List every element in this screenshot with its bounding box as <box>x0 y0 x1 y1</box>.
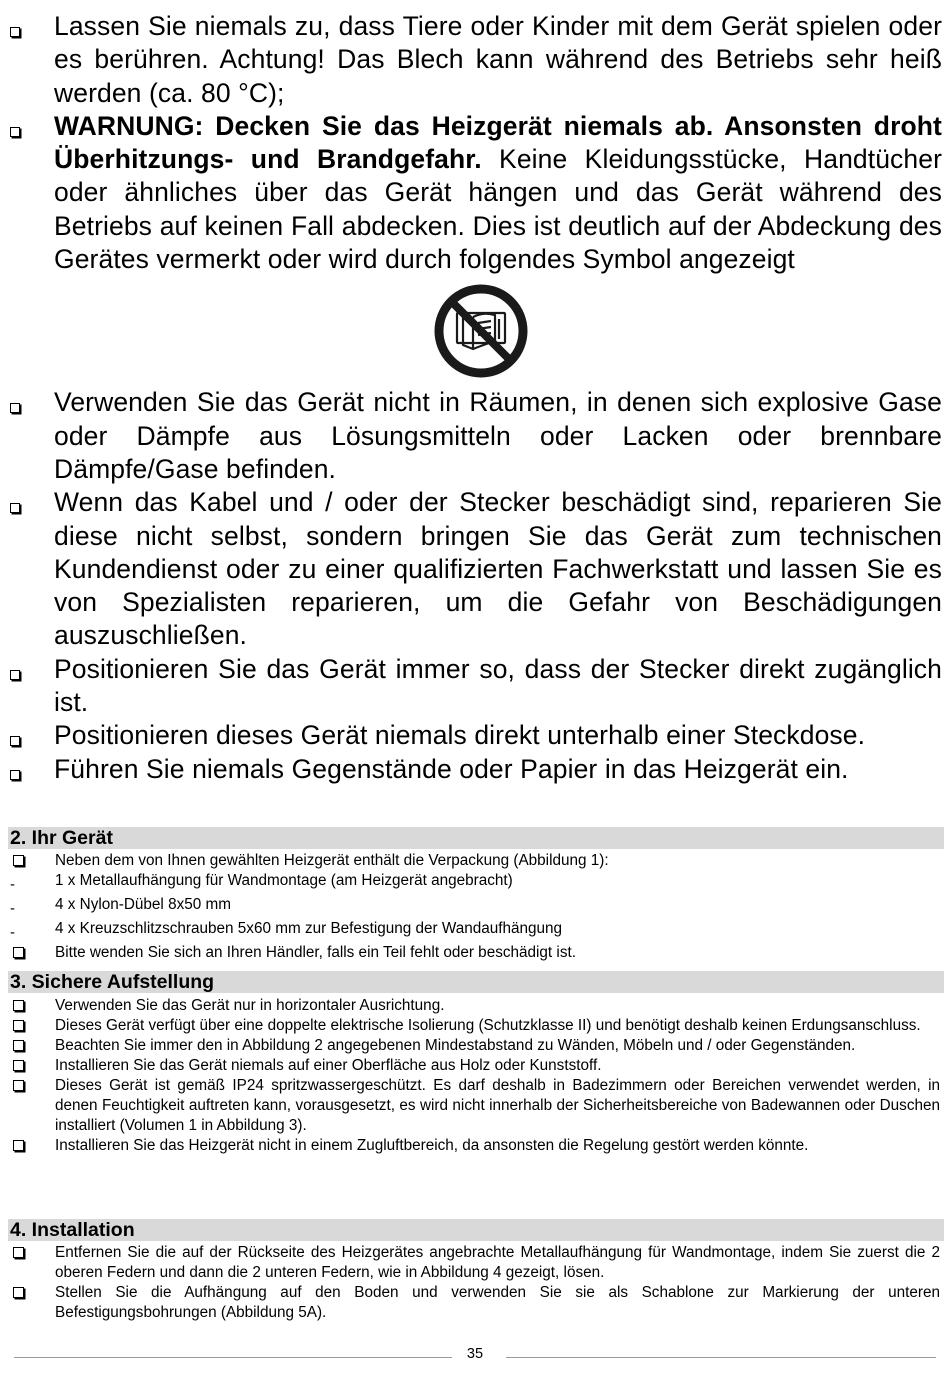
item-text: Keine Kleidungsstücke, Handtücher oder ähnliches über das Gerät hängen und das Gerät während des Betriebs auf keinen Fall abdecken. Dies ist deutlich auf der Abdeckung des Gerätes vermerkt oder wird durch folgendes Symbol angezeigt <box>54 144 942 275</box>
checkbox-square-icon <box>8 1016 55 1031</box>
item-text: Positionieren dieses Gerät niemals direkt unterhalb einer Steckdose. <box>54 720 866 751</box>
item-text: Verwenden Sie das Gerät nicht in Räumen, in denen sich explosive Gase oder Dämpfe aus Lösungsmitteln oder Lacken oder brennbare Dämpfe/Gase befinden. <box>54 387 942 484</box>
symbol-container <box>10 276 942 386</box>
list-item <box>10 110 942 276</box>
dash-marker: - <box>10 876 15 893</box>
list-item <box>10 753 942 786</box>
bullet-square-icon <box>10 486 54 513</box>
dash-marker: - <box>10 924 15 941</box>
list-item <box>10 653 942 720</box>
bullet-square-icon <box>10 10 54 37</box>
checkbox-square-icon <box>8 1076 55 1091</box>
section-heading-ihr-geraet: 2. Ihr Gerät <box>8 827 944 849</box>
checkbox-square-icon <box>8 1243 55 1258</box>
list-item: - 4 x Nylon-Dübel 8x50 mm <box>10 896 231 917</box>
list-item: Dieses Gerät ist gemäß IP24 spritzwassergeschützt. Es darf deshalb in Badezimmern oder Bereichen verwendet werden, in denen Feuchtigkeit auftreten kann, vorausgesetzt, es wird nicht innerhalb der Sicherheitsbereiche von Badewannen oder Duschen installiert (Volumen 1 in Abbildung 3). <box>8 1076 940 1136</box>
list-item <box>10 719 942 752</box>
section-list-installation <box>8 1243 940 1323</box>
dash-marker: - <box>10 900 15 917</box>
checkbox-square-icon <box>8 1056 55 1071</box>
checkbox-square-icon <box>8 1136 55 1151</box>
list-item: Bitte wenden Sie sich an Ihren Händler, falls ein Teil fehlt oder beschädigt ist. <box>8 943 940 963</box>
list-item: Installieren Sie das Gerät niemals auf einer Oberfläche aus Holz oder Kunststoff. <box>8 1056 940 1076</box>
bullet-square-icon <box>10 653 54 680</box>
list-item: Entfernen Sie die auf der Rückseite des Heizgerätes angebrachte Metallaufhängung für Wandmontage, indem Sie zuerst die 2 oberen Federn und dann die 2 unteren Federn, wie in Abbildung 4 gezeigt, lösen. <box>8 1243 940 1283</box>
item-text: Wenn das Kabel und / oder der Stecker beschädigt sind, reparieren Sie diese nicht selbst, sondern bringen Sie das Gerät zum technischen Kundendienst oder zu einer qualifizierten Fachwerkstatt und lassen Sie es von Spezialisten reparieren, um die Gefahr von Beschädigungen auszuschließen. <box>54 487 942 651</box>
checkbox-square-icon <box>8 943 55 958</box>
list-item: Neben dem von Ihnen gewählten Heizgerät enthält die Verpackung (Abbildung 1): <box>8 851 940 871</box>
list-item: Verwenden Sie das Gerät nur in horizontaler Ausrichtung. <box>8 996 940 1016</box>
list-item <box>10 386 942 486</box>
item-text: Führen Sie niemals Gegenstände oder Papier in das Heizgerät ein. <box>54 753 849 784</box>
checkbox-square-icon <box>8 1283 55 1298</box>
item-text: Lassen Sie niemals zu, dass Tiere oder Kinder mit dem Gerät spielen oder es berühren. Achtung! Das Blech kann während des Betriebs sehr heiß werden (ca. 80 °C); <box>54 11 942 108</box>
list-item: - 1 x Metallaufhängung für Wandmontage (am Heizgerät angebracht) <box>10 872 513 893</box>
section-list-sichere-aufstellung <box>8 996 940 1156</box>
list-item <box>10 486 942 652</box>
checkbox-square-icon <box>8 996 55 1011</box>
item-text: Positionieren Sie das Gerät immer so, dass der Stecker direkt zugänglich ist. <box>54 653 942 718</box>
bullet-square-icon <box>10 753 54 780</box>
section-heading-installation: 4. Installation <box>8 1219 944 1241</box>
list-item: - 4 x Kreuzschlitzschrauben 5x60 mm zur Befestigung der Wandaufhängung <box>10 920 563 941</box>
bullet-square-icon <box>10 386 54 413</box>
list-item: Dieses Gerät verfügt über eine doppelte elektrische Isolierung (Schutzklasse II) und benötigt deshalb keinen Erdungsanschluss. <box>8 1016 940 1036</box>
page-number: 35 <box>466 1346 484 1362</box>
list-item <box>10 10 942 110</box>
list-item: Installieren Sie das Heizgerät nicht in einem Zugluftbereich, da ansonsten die Regelung gestört werden könnte. <box>8 1136 940 1156</box>
bullet-square-icon <box>10 110 54 137</box>
footer-divider-right <box>506 1357 936 1358</box>
section-list-ihr-geraet <box>8 851 940 963</box>
page-footer <box>0 1344 950 1364</box>
checkbox-square-icon <box>8 851 55 866</box>
safety-list <box>10 10 942 786</box>
do-not-cover-icon <box>433 283 529 379</box>
list-item: Stellen Sie die Aufhängung auf den Boden und verwenden Sie sie als Schablone zur Markierung der unteren Befestigungsbohrungen (Abbildung 5A). <box>8 1283 940 1323</box>
checkbox-square-icon <box>8 1036 55 1051</box>
bullet-square-icon <box>10 719 54 746</box>
warning-text: WARNUNG: Decken Sie das Heizgerät niemals ab. Ansonsten droht Überhitzungs- und Brandgefahr. <box>54 110 942 175</box>
section-heading-sichere-aufstellung: 3. Sichere Aufstellung <box>8 971 944 993</box>
list-item: Beachten Sie immer den in Abbildung 2 angegebenen Mindestabstand zu Wänden, Möbeln und / oder Gegenständen. <box>8 1036 940 1056</box>
